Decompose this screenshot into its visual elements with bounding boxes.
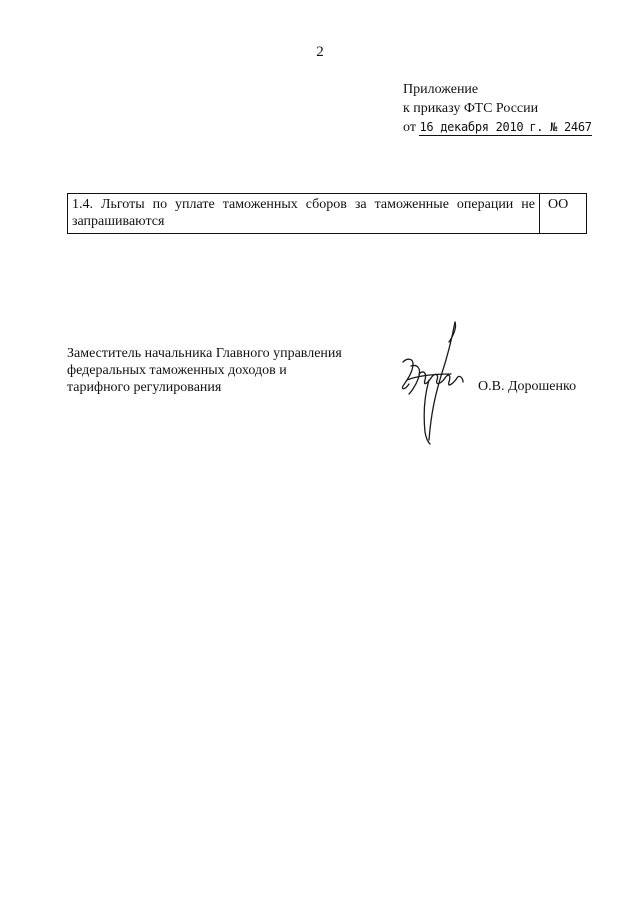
signer-name: О.В. Дорошенко	[478, 379, 577, 394]
order-date: 16 декабря 2010	[419, 120, 524, 134]
year-suffix: г.	[529, 120, 544, 134]
signatory-position	[67, 345, 342, 396]
benefit-code: ОО	[540, 194, 587, 234]
appendix-date-line	[403, 118, 592, 137]
position-line-2: федеральных таможенных доходов и	[67, 363, 287, 378]
number-sign: №	[550, 120, 558, 134]
handwritten-signature	[397, 318, 467, 446]
page-number: 2	[316, 44, 324, 60]
appendix-header	[403, 80, 592, 137]
appendix-title: Приложение	[403, 82, 479, 97]
appendix-order-ref: к приказу ФТС России	[403, 101, 539, 116]
position-line-3: тарифного регулирования	[67, 380, 222, 395]
order-number-field	[523, 121, 591, 136]
benefit-description: 1.4. Льготы по уплате таможенных сборов за таможенные операции не запрашиваются	[68, 194, 540, 234]
order-number: 2467	[563, 120, 592, 134]
position-line-1: Заместитель начальника Главного управления	[67, 346, 342, 361]
date-prefix: от	[403, 120, 416, 135]
table-row	[68, 194, 587, 234]
benefits-table	[67, 193, 587, 234]
